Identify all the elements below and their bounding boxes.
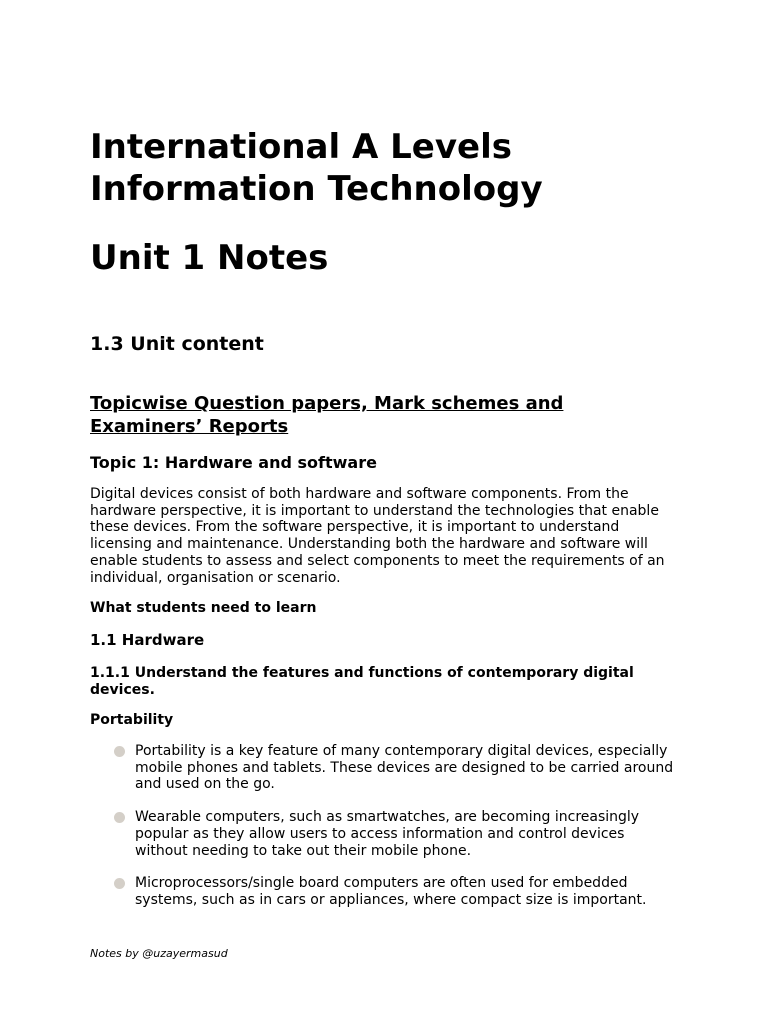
subsection-heading: 1.1.1 Understand the features and functions of contemporary digital devices. xyxy=(90,664,634,698)
section-heading: 1.1 Hardware xyxy=(90,630,205,649)
bullet-icon xyxy=(114,812,125,823)
document-title: International A Levels Information Technology xyxy=(90,127,543,209)
list-item xyxy=(90,809,680,859)
intro-paragraph: Digital devices consist of both hardware and software components. From the hardware perspective, it is important to understand the technologies that enable these devices. From the software perspective, it is important to understand licensing and maintenance. Understanding both the hardware and software will enable students to assess and select components to meet the requirements of an individual, organisation or scenario. xyxy=(90,486,665,586)
list-item xyxy=(90,875,680,908)
learn-label: What students need to learn xyxy=(90,600,317,617)
list-item xyxy=(90,743,680,793)
bullet-text: Wearable computers, such as smartwatches, are becoming increasingly popular as they allow users to access information and control devices without needing to take out their mobile phone. xyxy=(135,809,640,859)
topicwise-heading: Topicwise Question papers, Mark schemes and Examiners’ Reports xyxy=(90,393,564,437)
footer-credit: Notes by @uzayermasud xyxy=(90,947,228,960)
bullet-list xyxy=(90,743,680,909)
unit-content-heading: 1.3 Unit content xyxy=(90,333,264,355)
bullet-text: Portability is a key feature of many contemporary digital devices, especially mobile phones and tablets. These devices are designed to be carried around and used on the go. xyxy=(135,743,674,793)
portability-heading: Portability xyxy=(90,712,174,729)
bullet-icon xyxy=(114,878,125,889)
topic-heading: Topic 1: Hardware and software xyxy=(90,453,377,472)
bullet-text: Microprocessors/single board computers are often used for embedded systems, such as in cars or appliances, where compact size is important. xyxy=(135,875,647,908)
bullet-icon xyxy=(114,746,125,757)
unit-title: Unit 1 Notes xyxy=(90,238,329,278)
content-body xyxy=(90,453,680,925)
